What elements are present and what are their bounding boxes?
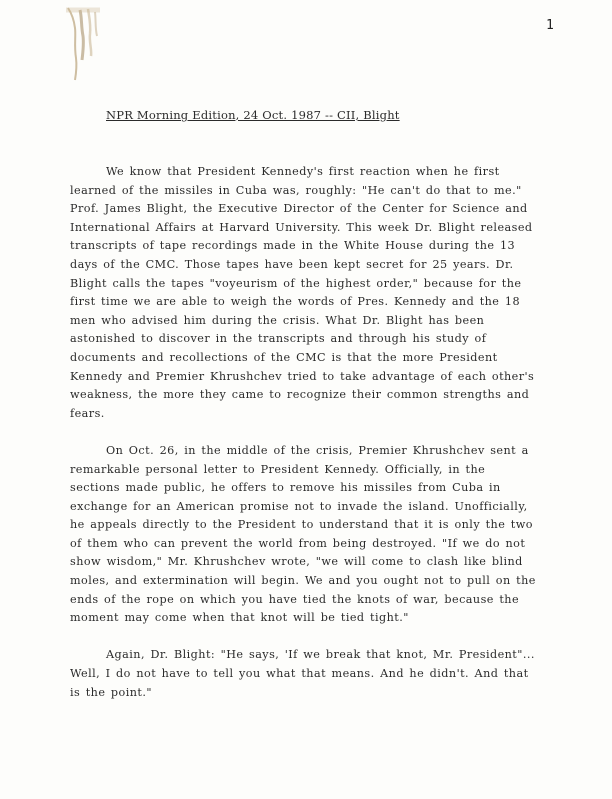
page-number: 1 <box>546 18 554 33</box>
ink-smudge-mark <box>62 6 104 82</box>
paragraph: We know that President Kennedy's first reaction when he first learned of the missiles in Cuba was, roughly: "He can't do that to me." Prof. James Blight, the Executive Director of the Center for Science and International Affairs at Harvard University. This week Dr. Blight released transcripts of tape recordings made in the White House during the 13 days of the CMC. Those tapes have been kept secret for 25 years. Dr. Blight calls the tapes "voyeurism of the highest order," because for the first time we are able to weigh the words of Pres. Kennedy and the 18 men who advised him during the crisis. What Dr. Blight has been astonished to discover in the transcripts and through his study of documents and recollections of the CMC is that the more President Kennedy and Premier Khrushchev tried to take advantage of each other's weakness, the more they came to recognize their common strengths and fears. <box>70 165 535 420</box>
transcript-body <box>70 163 540 721</box>
paragraph: Again, Dr. Blight: "He says, 'If we break that knot, Mr. President"... Well, I do not have to tell you what that means. And he didn't. And that is the point." <box>70 648 535 699</box>
paragraph: On Oct. 26, in the middle of the crisis, Premier Khrushchev sent a remarkable personal letter to President Kennedy. Officially, in the sections made public, he offers to remove his missiles from Cuba in exchange for an American promise not to invade the island. Unofficially, he appeals directly to the President to understand that it is only the two of them who can prevent the world from being destroyed. "If we do not show wisdom," Mr. Khrushchev wrote, "we will come to clash like blind moles, and extermination will begin. We and you ought not to pull on the ends of the rope on which you have tied the knots of war, because the moment may come when that knot will be tied tight." <box>70 443 536 625</box>
document-title: NPR Morning Edition, 24 Oct. 1987 -- CII, Blight <box>106 108 400 122</box>
